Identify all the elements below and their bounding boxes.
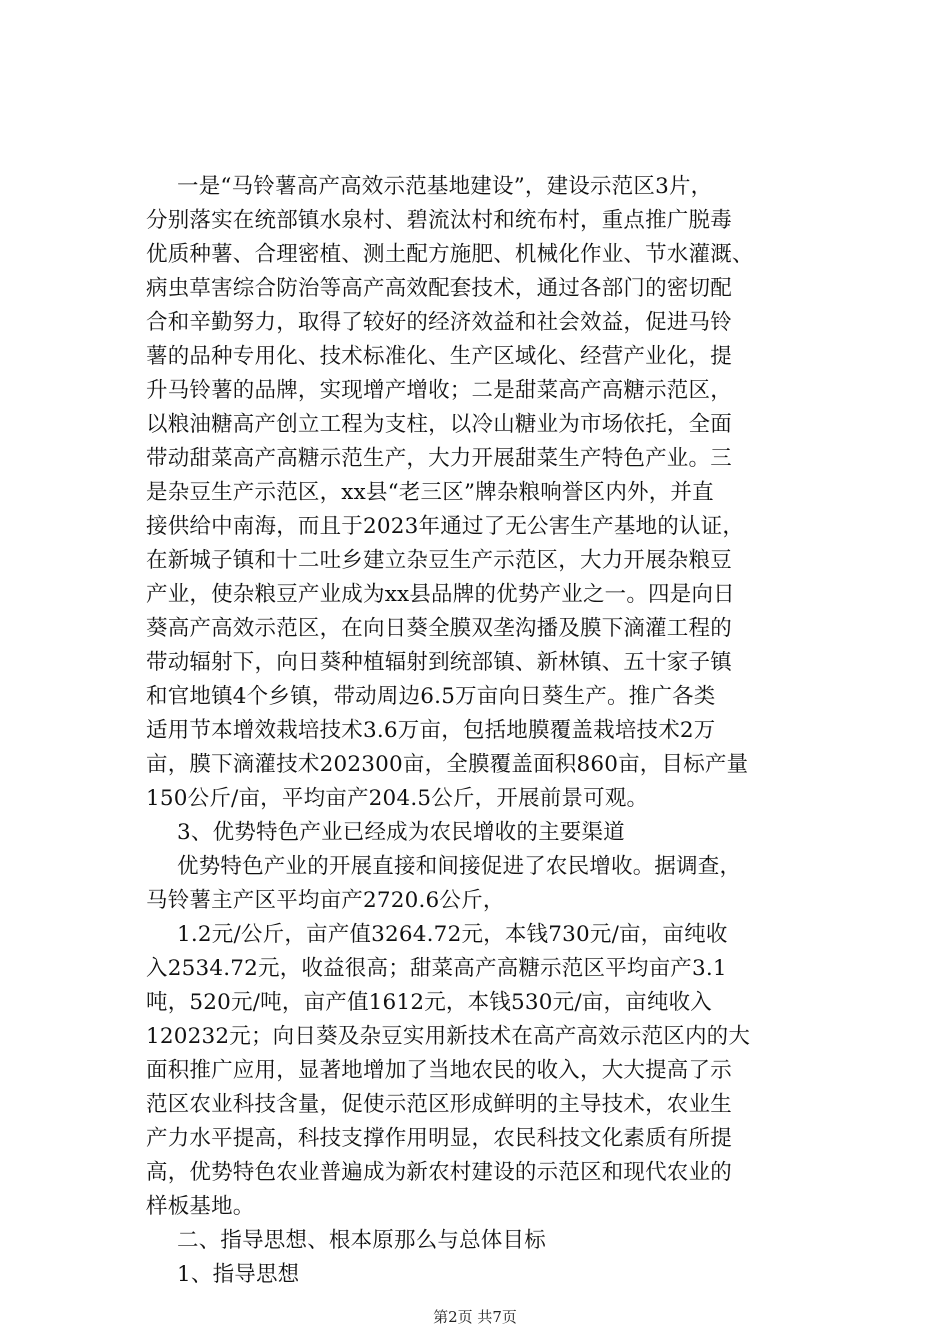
body-text-line: 以粮油糖高产创立工程为支柱，以冷山糖业为市场依托，全面 <box>146 412 732 437</box>
body-text-line: 带动辐射下，向日葵种植辐射到统部镇、新林镇、五十家子镇 <box>146 650 732 675</box>
body-text-line: 葵高产高效示范区，在向日葵全膜双垄沟播及膜下滴灌工程的 <box>146 616 732 641</box>
subsection-heading: 1、指导思想 <box>177 1262 300 1287</box>
section-heading: 3、优势特色产业已经成为农民增收的主要渠道 <box>177 820 625 845</box>
body-text-line: 亩，膜下滴灌技术202300亩，全膜覆盖面积860亩，目标产量 <box>146 752 749 777</box>
body-text-line: 1.2元/公斤，亩产值3264.72元，本钱730元/亩，亩纯收 <box>177 922 728 947</box>
body-text-line: 是杂豆生产示范区，xx县“老三区”牌杂粮响誉区内外，并直 <box>146 480 714 505</box>
body-text-line: 带动甜菜高产高糖示范生产，大力开展甜菜生产特色产业。三 <box>146 446 732 471</box>
body-text-line: 和官地镇4个乡镇，带动周边6.5万亩向日葵生产。推广各类 <box>146 684 716 709</box>
body-text-line: 150公斤/亩，平均亩产204.5公斤，开展前景可观。 <box>146 786 649 811</box>
body-text-line: 优质种薯、合理密植、测土配方施肥、机械化作业、节水灌溉、 <box>146 242 754 267</box>
body-text-line: 一是“马铃薯高产高效示范基地建设”，建设示范区3片， <box>177 174 713 199</box>
body-text-line: 合和辛勤努力，取得了较好的经济效益和社会效益，促进马铃 <box>146 310 732 335</box>
section-heading: 二、指导思想、根本原那么与总体目标 <box>177 1228 546 1253</box>
body-text-line: 范区农业科技含量，促使示范区形成鲜明的主导技术，农业生 <box>146 1092 732 1117</box>
body-text-line: 样板基地。 <box>146 1194 255 1219</box>
body-text-line: 接供给中南海，而且于2023年通过了无公害生产基地的认证， <box>146 514 745 539</box>
body-text-line: 吨，520元/吨，亩产值1612元，本钱530元/亩，亩纯收入 <box>146 990 712 1015</box>
body-text-line: 在新城子镇和十二吐乡建立杂豆生产示范区，大力开展杂粮豆 <box>146 548 732 573</box>
body-text-line: 面积推广应用，显著地增加了当地农民的收入，大大提高了示 <box>146 1058 732 1083</box>
body-text-line: 升马铃薯的品牌，实现增产增收；二是甜菜高产高糖示范区， <box>146 378 732 403</box>
body-text-line: 分别落实在统部镇水泉村、碧流汰村和统布村，重点推广脱毒 <box>146 208 732 233</box>
body-text-line: 120232元；向日葵及杂豆实用新技术在高产高效示范区内的大 <box>146 1024 751 1049</box>
body-text-line: 入2534.72元，收益很高；甜菜高产高糖示范区平均亩产3.1 <box>146 956 727 981</box>
body-text-line: 适用节本增效栽培技术3.6万亩，包括地膜覆盖栽培技术2万 <box>146 718 716 743</box>
body-text-line: 高，优势特色农业普遍成为新农村建设的示范区和现代农业的 <box>146 1160 732 1185</box>
body-text-line: 产力水平提高，科技支撑作用明显，农民科技文化素质有所提 <box>146 1126 732 1151</box>
body-text-line: 薯的品种专用化、技术标准化、生产区域化、经营产业化，提 <box>146 344 732 369</box>
body-text-line: 病虫草害综合防治等高产高效配套技术，通过各部门的密切配 <box>146 276 732 301</box>
page-number-footer: 第2页 共7页 <box>433 1308 517 1326</box>
body-text-line: 马铃薯主产区平均亩产2720.6公斤， <box>146 888 505 913</box>
body-text-line: 产业，使杂粮豆产业成为xx县品牌的优势产业之一。四是向日 <box>146 582 735 607</box>
body-text-line: 优势特色产业的开展直接和间接促进了农民增收。据调查， <box>177 854 742 879</box>
